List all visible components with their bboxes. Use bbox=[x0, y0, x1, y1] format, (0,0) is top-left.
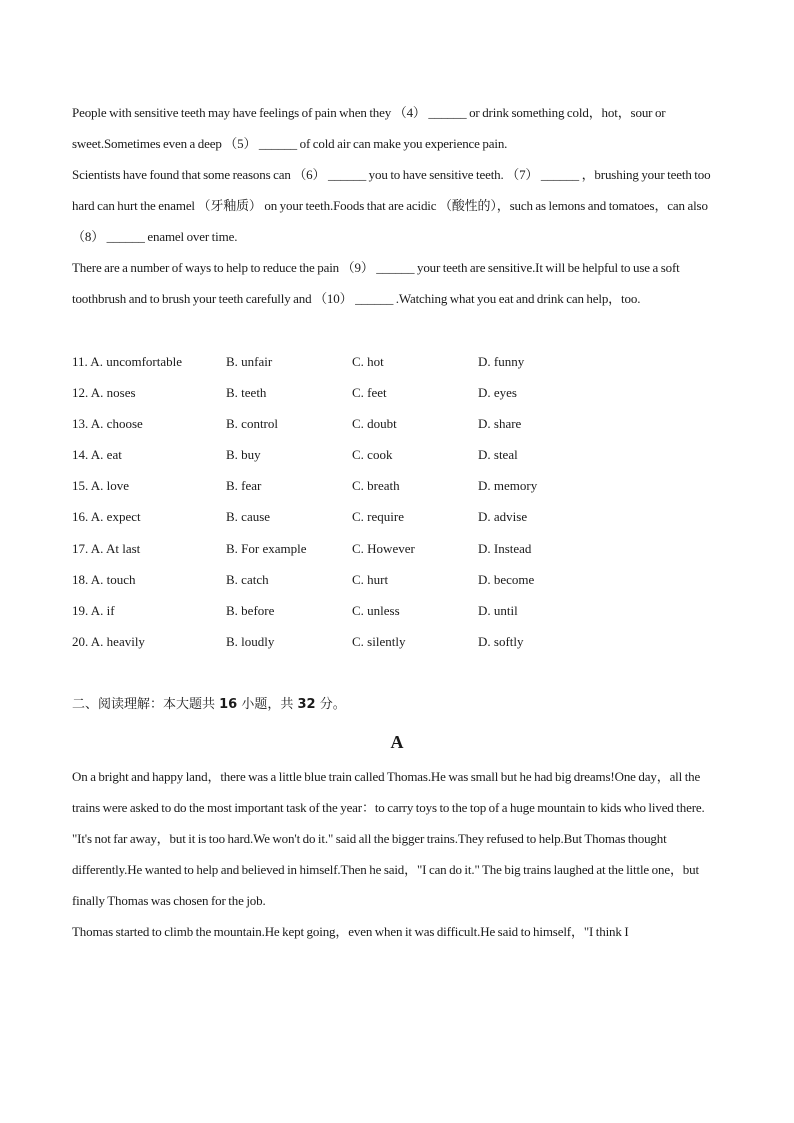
option-b: B. unfair bbox=[226, 354, 273, 369]
option-d: D. share bbox=[478, 416, 522, 432]
reading-paragraph-1: On a bright and happy land，there was a little blue train called Thomas.He was small but he had big dreams!One day，all the trains were asked to do the most important task of the year：to carry toys to the top of a huge mountain to kids who lived there. bbox=[72, 769, 705, 815]
option-c: C. silently bbox=[352, 633, 406, 649]
option-d: D. Instead bbox=[478, 540, 532, 556]
reading-paragraph-3: Thomas started to climb the mountain.He kept going，even when it was difficult.He said to himself，"I think I bbox=[72, 924, 629, 939]
option-a: 15. A. love bbox=[72, 478, 130, 494]
option-row-12 bbox=[72, 377, 720, 408]
option-d: D. memory bbox=[478, 478, 538, 494]
section-heading bbox=[72, 693, 346, 717]
option-row-17 bbox=[72, 533, 720, 564]
cloze-paragraph-2: Scientists have found that some reasons can （6） ______ you to have sensitive teeth. （7） ______ ，brushing your teeth too hard can hurt the enamel （牙釉质） on your teeth.Foods that are acidic （酸性的），such as lemons and tomatoes，can also （8） ______ enamel over time. bbox=[72, 167, 711, 244]
option-a: 20. A. heavily bbox=[72, 633, 145, 649]
option-row-16 bbox=[72, 501, 720, 532]
section-heading-suffix: 分。 bbox=[315, 697, 346, 712]
reading-passage bbox=[72, 761, 720, 947]
option-c: C. However bbox=[352, 540, 415, 556]
option-b: B. cause bbox=[226, 509, 271, 525]
option-a: 18. A. touch bbox=[72, 571, 136, 587]
option-c: C. feet bbox=[352, 385, 387, 401]
option-row-19 bbox=[72, 595, 720, 626]
answer-options bbox=[72, 346, 720, 657]
option-d: D. funny bbox=[478, 354, 525, 369]
section-heading-prefix: 二、阅读理解：本大题共 bbox=[72, 697, 220, 712]
option-c: C. unless bbox=[352, 602, 400, 618]
option-b: B. For example bbox=[226, 540, 307, 556]
option-c: C. doubt bbox=[352, 416, 397, 432]
option-a: 17. A. At last bbox=[72, 540, 141, 556]
option-a: 11. A. uncomfortable bbox=[72, 354, 182, 369]
option-b: B. before bbox=[226, 602, 275, 618]
option-d: D. eyes bbox=[478, 385, 517, 401]
cloze-paragraph-3: There are a number of ways to help to reduce the pain （9） ______ your teeth are sensitive.It will be helpful to use a soft toothbrush and to brush your teeth carefully and （10） ______ .Watching what you eat and drink can help，too. bbox=[72, 260, 680, 306]
option-row-20 bbox=[72, 626, 720, 657]
option-row-18 bbox=[72, 564, 720, 595]
passage-title: A bbox=[390, 732, 404, 752]
option-c: C. hot bbox=[352, 354, 384, 369]
reading-paragraph-2: "It's not far away，but it is too hard.We won't do it." said all the bigger trains.They refused to help.But Thomas thought differently.He wanted to help and believed in himself.Then he said，"I can do it." The big trains laughed at the little one，but finally Thomas was chosen for the job. bbox=[72, 831, 699, 908]
option-d: D. advise bbox=[478, 509, 528, 525]
option-d: D. softly bbox=[478, 633, 524, 649]
cloze-paragraph-1: People with sensitive teeth may have feelings of pain when they （4） ______ or drink something cold，hot，sour or sweet.Sometimes even a deep （5） ______ of cold air can make you experience pain. bbox=[72, 105, 666, 151]
option-b: B. teeth bbox=[226, 385, 267, 401]
option-row-15 bbox=[72, 470, 720, 501]
option-row-13 bbox=[72, 408, 720, 439]
option-a: 14. A. eat bbox=[72, 447, 122, 463]
option-c: C. cook bbox=[352, 447, 393, 463]
option-c: C. hurt bbox=[352, 571, 389, 587]
section-heading-middle: 小题，共 bbox=[237, 697, 298, 712]
option-b: B. catch bbox=[226, 571, 269, 587]
option-a: 13. A. choose bbox=[72, 416, 143, 432]
cloze-passage bbox=[72, 97, 720, 314]
option-a: 16. A. expect bbox=[72, 509, 141, 525]
option-d: D. until bbox=[478, 602, 518, 618]
option-b: B. buy bbox=[226, 447, 261, 463]
option-c: C. require bbox=[352, 509, 404, 525]
option-row-11 bbox=[72, 346, 720, 377]
total-score: 32 bbox=[297, 697, 316, 712]
option-a: 19. A. if bbox=[72, 602, 115, 618]
option-b: B. fear bbox=[226, 478, 262, 494]
option-d: D. steal bbox=[478, 447, 518, 463]
option-c: C. breath bbox=[352, 478, 400, 494]
option-a: 12. A. noses bbox=[72, 385, 136, 401]
option-b: B. loudly bbox=[226, 633, 275, 649]
option-d: D. become bbox=[478, 571, 535, 587]
option-b: B. control bbox=[226, 416, 278, 432]
question-count: 16 bbox=[219, 697, 238, 712]
option-row-14 bbox=[72, 439, 720, 470]
